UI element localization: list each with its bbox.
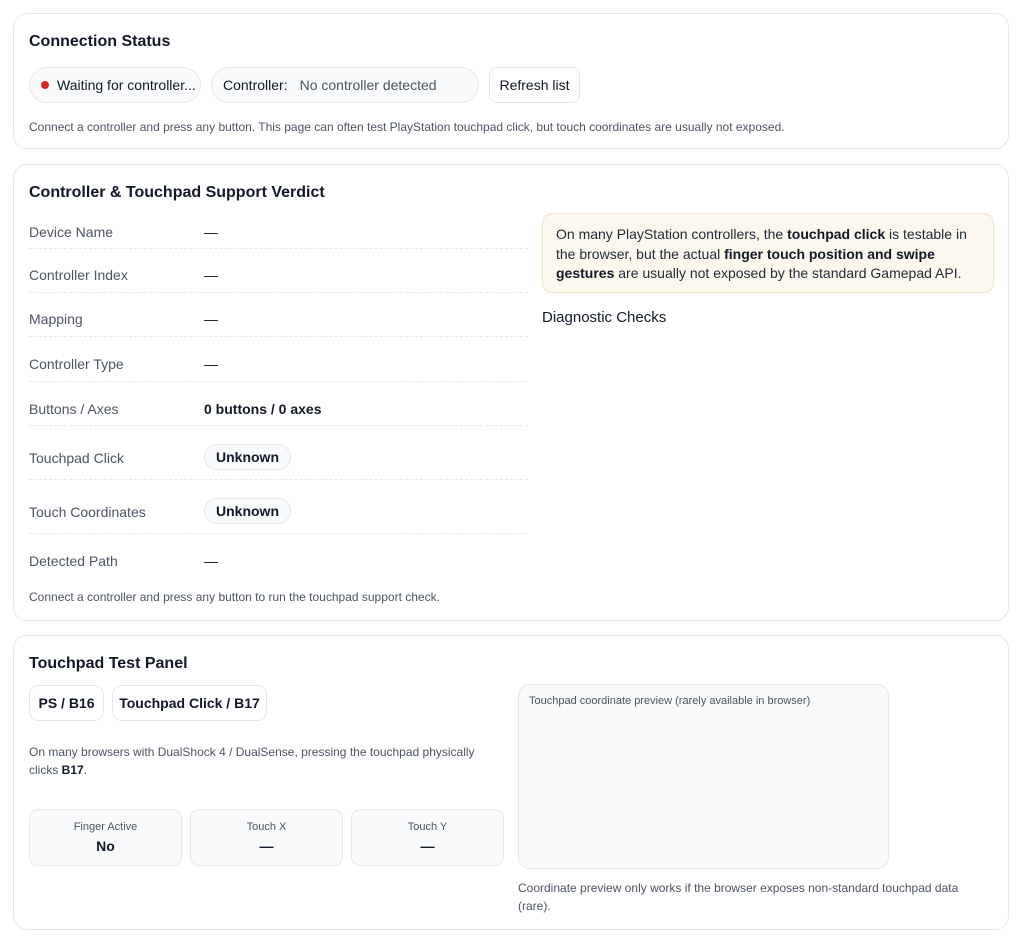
touchpad-click-indicator: Touchpad Click / B17 <box>112 685 267 721</box>
info-row-controller-index <box>29 249 528 293</box>
status-dot-icon <box>41 81 49 89</box>
info-row-mapping <box>29 293 528 337</box>
refresh-list-button[interactable]: Refresh list <box>489 67 580 103</box>
row-label: Controller Index <box>29 267 128 283</box>
verdict-hint: Connect a controller and press any button to run the touchpad support check. <box>29 590 440 604</box>
info-row-controller-type <box>29 337 528 382</box>
diagnostic-checks-title: Diagnostic Checks <box>542 309 667 326</box>
row-value: — <box>204 553 218 569</box>
touchpad-test-card <box>13 635 1009 930</box>
info-row-touchpad-click <box>29 426 528 480</box>
row-value: — <box>204 267 218 283</box>
row-label: Touchpad Click <box>29 450 124 466</box>
row-label: Mapping <box>29 311 83 327</box>
touchpad-info-note <box>542 213 994 293</box>
stat-label: Touch X <box>246 821 287 833</box>
stat-value: — <box>259 838 274 854</box>
row-value: — <box>204 224 218 240</box>
controller-select[interactable] <box>211 67 479 103</box>
controller-value: No controller detected <box>299 77 437 93</box>
touchpad-test-title: Touchpad Test Panel <box>29 655 188 672</box>
desc-end: . <box>83 763 88 777</box>
row-label: Buttons / Axes <box>29 401 119 417</box>
info-row-buttons-axes <box>29 382 528 426</box>
note-text: is testable in the browser, but the actual <box>556 226 967 262</box>
connection-status-card <box>13 13 1009 149</box>
info-row-touch-coordinates <box>29 480 528 534</box>
note-bold: finger touch position and swipe gestures <box>556 245 935 281</box>
row-label: Touch Coordinates <box>29 504 146 520</box>
stat-touch-y <box>351 809 504 866</box>
row-value: — <box>204 356 218 372</box>
row-value: 0 buttons / 0 axes <box>204 401 322 417</box>
touchpad-description <box>29 743 499 779</box>
stat-finger-active <box>29 809 182 866</box>
ps-button-indicator: PS / B16 <box>29 685 104 721</box>
support-verdict-title: Controller & Touchpad Support Verdict <box>29 184 325 201</box>
note-text: are usually not exposed by the standard Gamepad API. <box>614 265 962 281</box>
connection-status-title: Connection Status <box>29 33 171 50</box>
status-text: Waiting for controller... <box>57 77 196 93</box>
support-verdict-card <box>13 164 1009 621</box>
connection-hint: Connect a controller and press any button. This page can often test PlayStation touchpad click, but touch coordinates are usually not exposed. <box>29 120 785 134</box>
touchpad-coordinate-preview <box>518 684 889 869</box>
row-label: Controller Type <box>29 356 124 372</box>
touchpad-click-badge: Unknown <box>204 444 291 470</box>
desc-text: On many browsers with DualShock 4 / DualSense, pressing the touchpad physically clicks <box>29 745 475 777</box>
controller-label: Controller: <box>223 77 288 93</box>
touch-coordinates-badge: Unknown <box>204 498 291 524</box>
note-text: On many PlayStation controllers, the <box>556 226 788 242</box>
stat-touch-x <box>190 809 343 866</box>
info-row-device-name <box>29 213 528 249</box>
stat-label: Touch Y <box>407 821 448 833</box>
preview-label: Touchpad coordinate preview (rarely available in browser) <box>529 695 811 707</box>
row-value: — <box>204 311 218 327</box>
stat-value: — <box>420 838 435 854</box>
status-pill <box>29 67 201 103</box>
stat-value: No <box>96 838 115 854</box>
row-label: Detected Path <box>29 553 118 569</box>
info-row-detected-path <box>29 534 528 578</box>
stat-label: Finger Active <box>73 821 138 833</box>
preview-note: Coordinate preview only works if the browser exposes non-standard touchpad data (rare). <box>518 881 959 913</box>
desc-bold: B17 <box>61 763 84 777</box>
note-bold: touchpad click <box>787 226 886 242</box>
row-label: Device Name <box>29 224 114 240</box>
